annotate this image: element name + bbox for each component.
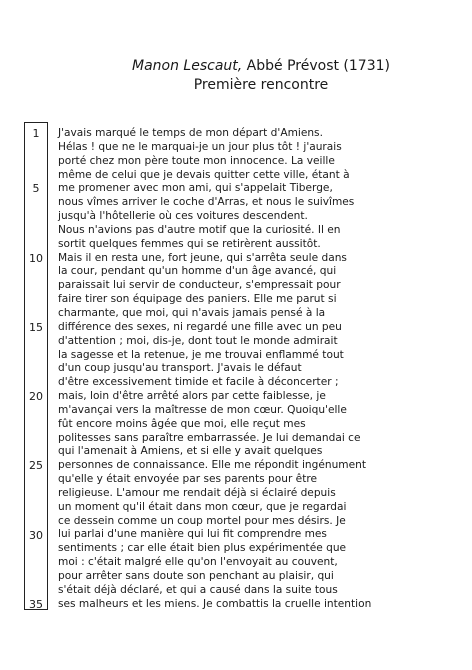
line-number: 1 xyxy=(32,127,40,140)
text-line: s'était déjà déclaré, et qui a causé dans la suite tous xyxy=(58,583,338,596)
text-line: J'avais marqué le temps de mon départ d'Amiens. xyxy=(58,127,323,139)
text-line: un moment qu'il était dans mon cœur, que je regardai xyxy=(58,500,347,513)
passage-text xyxy=(58,127,372,612)
text-line: porté chez mon père toute mon innocence. La veille xyxy=(58,154,335,167)
text-line: lui parlai d'une manière qui lui fit comprendre mes xyxy=(58,528,327,541)
text-line: fût encore moins âgée que moi, elle reçut mes xyxy=(58,417,306,430)
text-line: ses malheurs et les miens. Je combattis la cruelle intention xyxy=(58,597,372,610)
text-line: paraissait lui servir de conducteur, s'empressait pour xyxy=(58,279,341,292)
line-number: 10 xyxy=(29,251,43,265)
title-line xyxy=(96,57,426,76)
text-line: faire tirer son équipage des paniers. Elle me parut si xyxy=(58,293,337,306)
text-line: la cour, pendant qu'un homme d'un âge avancé, qui xyxy=(58,265,337,278)
text-line: d'attention ; moi, dis-je, dont tout le monde admirait xyxy=(58,334,338,347)
text-line: qu'elle y était envoyée par ses parents pour être xyxy=(58,473,317,486)
text-line: différence des sexes, ni regardé une fille avec un peu xyxy=(58,320,342,333)
text-line: même de celui que je devais quitter cette ville, étant à xyxy=(58,168,350,181)
line-number: 30 xyxy=(29,528,43,542)
text-line: charmante, que moi, qui n'avais jamais pensé à la xyxy=(58,306,326,319)
text-line: sortit quelques femmes qui se retirèrent aussitôt. xyxy=(58,237,321,250)
text-line: m'avançai vers la maîtresse de mon cœur. Quoiqu'elle xyxy=(58,403,347,416)
document-header xyxy=(96,57,426,95)
text-line: Hélas ! que ne le marquai-je un jour plus tôt ! j'aurais xyxy=(58,140,342,153)
author-year: Abbé Prévost (1731) xyxy=(242,58,390,74)
text-line: nous vîmes arriver le coche d'Arras, et nous le suivîmes xyxy=(58,196,355,209)
text-line: moi : c'était malgré elle qu'on l'envoyait au couvent, xyxy=(58,556,338,569)
text-line: politesses sans paraître embarrassée. Je lui demandai ce xyxy=(58,431,361,444)
subtitle: Première rencontre xyxy=(193,77,329,93)
text-line: jusqu'à l'hôtellerie où ces voitures descendent. xyxy=(58,210,308,223)
text-line: qui l'amenait à Amiens, et si elle y avait quelques xyxy=(58,445,323,458)
line-number: 15 xyxy=(29,320,43,334)
text-line: la sagesse et la retenue, je me trouvai enflammé tout xyxy=(58,348,344,361)
line-number: 35 xyxy=(29,597,43,611)
text-line: d'être excessivement timide et facile à déconcerter ; xyxy=(58,376,339,389)
text-line: ce dessein comme un coup mortel pour mes désirs. Je xyxy=(58,514,346,527)
text-line: mais, loin d'être arrêté alors par cette faiblesse, je xyxy=(58,390,326,403)
text-line: me promener avec mon ami, qui s'appelait Tiberge, xyxy=(58,182,333,195)
text-line: Nous n'avions pas d'autre motif que la curiosité. Il en xyxy=(58,223,341,236)
text-line: personnes de connaissance. Elle me répondit ingénument xyxy=(58,459,366,472)
line-number: 25 xyxy=(29,459,43,473)
line-number: 20 xyxy=(29,390,43,404)
text-line: d'un coup jusqu'au transport. J'avais le défaut xyxy=(58,362,302,375)
text-line: sentiments ; car elle était bien plus expérimentée que xyxy=(58,542,347,555)
work-title: Manon Lescaut, xyxy=(132,58,243,74)
line-number: 5 xyxy=(32,182,40,196)
text-line: pour arrêter sans doute son penchant au plaisir, qui xyxy=(58,570,334,582)
text-line: religieuse. L'amour me rendait déjà si éclairé depuis xyxy=(58,486,336,499)
text-line: Mais il en resta une, fort jeune, qui s'arrêta seule dans xyxy=(58,251,347,264)
